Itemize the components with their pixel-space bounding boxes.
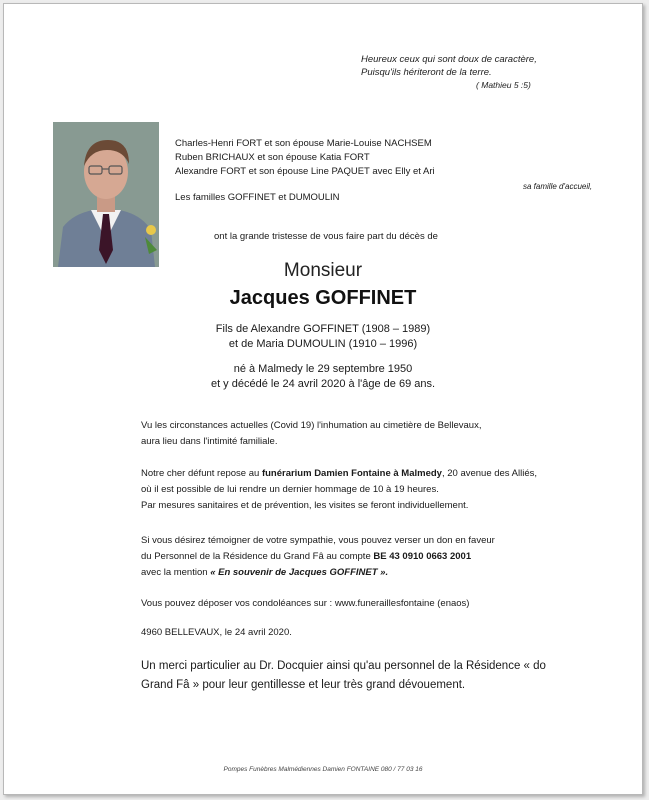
announcement-text: ont la grande tristesse de vous faire part du décès de	[214, 231, 438, 242]
funerarium-name: funérarium Damien Fontaine à Malmedy	[261, 468, 442, 479]
funeral-home-footer: Pompes Funèbres Malmédiennes Damien FONTAINE 080 / 77 03 16	[223, 766, 423, 773]
quote-line-2: Puisqu'ils hériteront de la terre.	[361, 67, 492, 78]
family-line-1: Charles-Henri FORT et son épouse Marie-Louise NACHSEM	[175, 138, 432, 149]
bank-account: BE 43 0910 0663 2001	[373, 551, 472, 562]
burial-paragraph	[141, 418, 611, 450]
donation-mention: « En souvenir de Jacques GOFFINET ».	[210, 567, 389, 578]
donation-line-1: Si vous désirez témoigner de votre sympathie, vous pouvez verser un don en faveur	[141, 535, 495, 546]
quote-line-1: Heureux ceux qui sont doux de caractère,	[361, 54, 537, 65]
funerarium-line-3: Par mesures sanitaires et de prévention, les visites se feront individuellement.	[141, 500, 469, 511]
thanks-line-2: Grand Fâ » pour leur gentillesse et leur très grand dévouement.	[141, 679, 466, 691]
donation-line-2: du Personnel de la Résidence du Grand Fâ au compte BE 43 0910 0663 2001	[141, 551, 472, 562]
born-line: né à Malmedy le 29 septembre 1950	[233, 363, 413, 375]
portrait-photo	[53, 122, 159, 267]
deceased-title: Monsieur	[283, 260, 363, 281]
family-line-3: Alexandre FORT et son épouse Line PAQUET avec Elly et Ari	[175, 166, 435, 177]
thanks-paragraph	[141, 657, 601, 695]
died-line: et y décédé le 24 avril 2020 à l'âge de 69 ans.	[210, 378, 436, 390]
thanks-line-1: Un merci particulier au Dr. Docquier ainsi qu'au personnel de la Résidence « do	[141, 660, 546, 672]
family-line-2: Ruben BRICHAUX et son épouse Katia FORT	[175, 152, 370, 163]
family-list	[175, 137, 435, 205]
burial-line-1: Vu les circonstances actuelles (Covid 19) l'inhumation au cimetière de Bellevaux,	[141, 420, 482, 431]
birth-death-info	[4, 362, 642, 392]
mother-line: et de Maria DUMOULIN (1910 – 1996)	[228, 338, 418, 350]
donation-paragraph	[141, 533, 611, 581]
obituary-page	[3, 3, 643, 795]
foster-family-note: sa famille d'accueil,	[523, 182, 593, 191]
funerarium-line-2: où il est possible de lui rendre un dernier hommage de 10 à 19 heures.	[141, 484, 439, 495]
donation-line-3: avec la mention « En souvenir de Jacques GOFFINET ».	[141, 567, 389, 578]
deceased-name: Jacques GOFFINET	[229, 287, 417, 309]
burial-line-2: aura lieu dans l'intimité familiale.	[141, 436, 278, 447]
quote-reference: ( Mathieu 5 :5)	[476, 80, 531, 90]
place-date-line: 4960 BELLEVAUX, le 24 avril 2020.	[141, 627, 292, 638]
parents-info	[4, 322, 642, 352]
condolences-line: Vous pouvez déposer vos condoléances sur : www.funeraillesfontaine (enaos)	[141, 598, 470, 609]
bible-quote	[361, 53, 537, 92]
funerarium-paragraph	[141, 466, 611, 514]
family-line-families: Les familles GOFFINET et DUMOULIN	[175, 192, 340, 203]
funerarium-line-1: Notre cher défunt repose au funérarium Damien Fontaine à Malmedy, 20 avenue des Alliés,	[141, 468, 538, 479]
father-line: Fils de Alexandre GOFFINET (1908 – 1989)	[215, 323, 431, 335]
